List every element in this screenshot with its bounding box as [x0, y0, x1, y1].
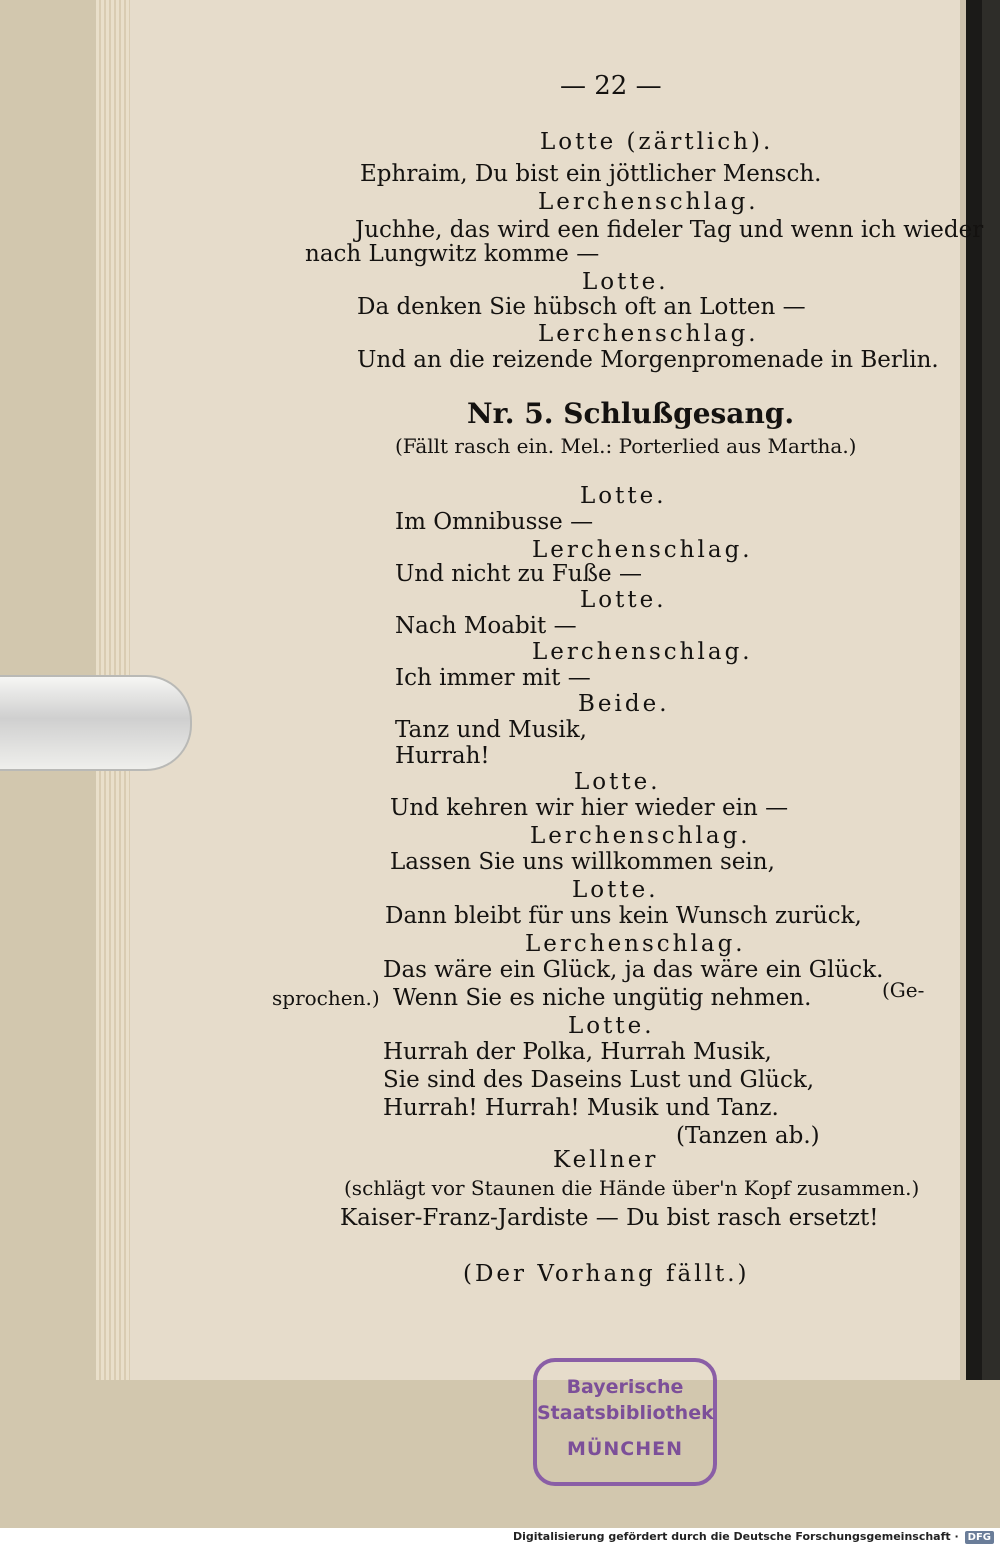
text-line: Ich immer mit —	[395, 665, 591, 691]
speaker-lerchenschlag: Lerchenschlag.	[532, 639, 753, 665]
text-line: Hurrah! Hurrah! Musik und Tanz.	[383, 1095, 779, 1121]
page-bottom-margin	[0, 1380, 1000, 1528]
text-line: Und kehren wir hier wieder ein —	[390, 795, 789, 821]
text-line: Hurrah der Polka, Hurrah Musik,	[383, 1039, 772, 1065]
speaker-lotte: Lotte.	[572, 877, 659, 903]
speaker-lerchenschlag: Lerchenschlag.	[538, 189, 759, 215]
speaker-lotte: Lotte.	[574, 769, 661, 795]
stage-direction: sprochen.)	[272, 986, 380, 1010]
text-line: Juchhe, das wird een fideler Tag und wenn ich wieder	[355, 217, 984, 243]
speaker-lerchenschlag: Lerchenschlag.	[538, 321, 759, 347]
text-line: Dann bleibt für uns kein Wunsch zurück,	[385, 903, 862, 929]
text-line: Ephraim, Du bist ein jöttlicher Mensch.	[360, 161, 822, 187]
speaker-kellner: Kellner	[553, 1147, 659, 1173]
digitization-footer	[0, 1528, 1000, 1545]
stamp-line: MÜNCHEN	[567, 1438, 683, 1460]
speaker-lotte: Lotte.	[582, 269, 669, 295]
text-line: Und an die reizende Morgenpromenade in Berlin.	[357, 347, 939, 373]
speaker-lerchenschlag: Lerchenschlag.	[530, 823, 751, 849]
text-line: Wenn Sie es niche ungütig nehmen.	[393, 985, 812, 1011]
stamp-line: Staatsbibliothek	[537, 1402, 714, 1424]
stage-direction: (Fällt rasch ein. Mel.: Porterlied aus Martha.)	[395, 434, 857, 458]
speaker-lotte: Lotte.	[580, 483, 667, 509]
page-number: — 22 —	[560, 71, 662, 101]
text-line: Und nicht zu Fuße —	[395, 561, 642, 587]
page-clip	[0, 675, 192, 771]
text-line: Nach Moabit —	[395, 613, 577, 639]
text-line: Tanz und Musik,	[395, 717, 587, 743]
stage-direction: (Tanzen ab.)	[676, 1123, 820, 1149]
text-line: Sie sind des Daseins Lust und Glück,	[383, 1067, 815, 1093]
text-line: Kaiser-Franz-Jardiste — Du bist rasch ersetzt!	[340, 1205, 879, 1231]
speaker-lotte: Lotte (zärtlich).	[540, 129, 774, 155]
dfg-logo: DFG	[965, 1531, 994, 1544]
section-heading: Nr. 5. Schlußgesang.	[467, 397, 795, 430]
footer-text: Digitalisierung gefördert durch die Deutsche Forschungsgemeinschaft ·	[512, 1530, 959, 1543]
stamp-line: Bayerische	[566, 1376, 684, 1398]
speaker-lerchenschlag: Lerchenschlag.	[532, 537, 753, 563]
speaker-beide: Beide.	[578, 691, 670, 717]
text-line: Das wäre ein Glück, ja das wäre ein Glück.	[383, 957, 884, 983]
stage-direction: (schlägt vor Staunen die Hände über'n Kopf zusammen.)	[344, 1176, 920, 1200]
stage-direction: (Der Vorhang fällt.)	[463, 1261, 750, 1287]
speaker-lotte: Lotte.	[580, 587, 667, 613]
speaker-lotte: Lotte.	[568, 1013, 655, 1039]
text-line: Im Omnibusse —	[395, 509, 594, 535]
stage-direction: (Ge-	[882, 978, 925, 1002]
text-line: Da denken Sie hübsch oft an Lotten —	[357, 294, 806, 320]
text-line: Lassen Sie uns willkommen sein,	[390, 849, 775, 875]
text-line: Hurrah!	[395, 743, 490, 769]
library-stamp	[533, 1358, 717, 1486]
speaker-lerchenschlag: Lerchenschlag.	[525, 931, 746, 957]
text-line: nach Lungwitz komme —	[305, 241, 600, 267]
